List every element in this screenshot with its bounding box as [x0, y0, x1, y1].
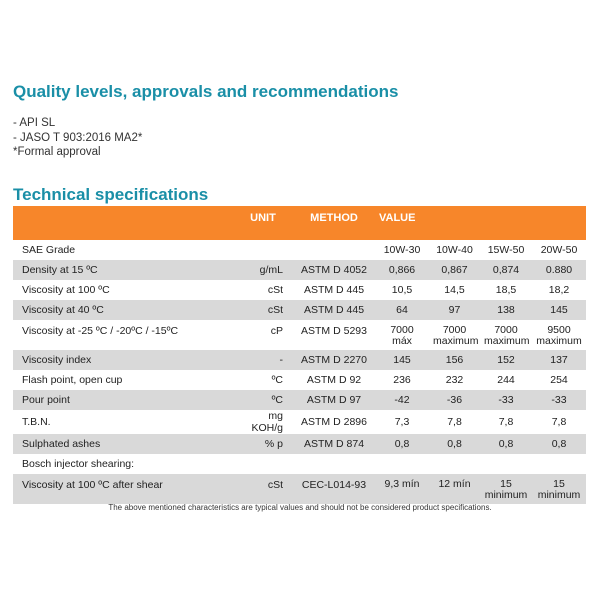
method-cell: ASTM D 92 [293, 370, 375, 390]
value-cell: 0,8 [532, 434, 586, 454]
header-param [13, 206, 233, 240]
param-cell: Pour point [13, 390, 233, 410]
spec-row [13, 474, 586, 504]
unit-cell: % p [233, 434, 293, 454]
param-cell: SAE Grade [13, 240, 233, 260]
value-cell: 145 [375, 350, 429, 370]
unit-cell: cSt [233, 280, 293, 300]
value-cell: 137 [532, 350, 586, 370]
unit-cell: g/mL [233, 260, 293, 280]
method-cell: ASTM D 2896 [293, 410, 375, 434]
value-cell: 15 minimum [480, 474, 532, 504]
value-cell [429, 454, 480, 474]
header-empty [480, 206, 532, 240]
unit-cell [233, 240, 293, 260]
value-cell: 156 [429, 350, 480, 370]
param-cell: T.B.N. [13, 410, 233, 434]
method-cell: ASTM D 874 [293, 434, 375, 454]
param-cell: Viscosity at -25 ºC / -20ºC / -15ºC [13, 320, 233, 350]
param-cell: Flash point, open cup [13, 370, 233, 390]
unit-cell [233, 454, 293, 474]
unit-cell: - [233, 350, 293, 370]
value-cell: 145 [532, 300, 586, 320]
spec-row [13, 260, 586, 280]
value-cell: -42 [375, 390, 429, 410]
value-cell: 10,5 [375, 280, 429, 300]
param-cell: Density at 15 ºC [13, 260, 233, 280]
param-cell: Viscosity at 100 ºC [13, 280, 233, 300]
method-cell: ASTM D 2270 [293, 350, 375, 370]
spec-row [13, 390, 586, 410]
value-cell: 7,8 [429, 410, 480, 434]
unit-cell: cSt [233, 300, 293, 320]
method-cell [293, 240, 375, 260]
method-cell: ASTM D 445 [293, 280, 375, 300]
value-cell: 7000 maximum [429, 320, 480, 350]
param-cell: Viscosity index [13, 350, 233, 370]
header-method: METHOD [293, 206, 375, 240]
quality-list [13, 116, 142, 160]
method-cell [293, 454, 375, 474]
value-cell: 232 [429, 370, 480, 390]
param-cell: Viscosity at 100 ºC after shear [13, 474, 233, 504]
quality-item: - API SL [13, 117, 56, 129]
value-cell [480, 454, 532, 474]
spec-row [13, 300, 586, 320]
value-cell: 0,874 [480, 260, 532, 280]
value-cell: 0.880 [532, 260, 586, 280]
unit-cell: ºC [233, 390, 293, 410]
method-cell: ASTM D 445 [293, 300, 375, 320]
header-empty [532, 206, 586, 240]
tech-heading: Technical specifications [13, 185, 209, 204]
spec-row [13, 370, 586, 390]
spec-row [13, 454, 586, 474]
spec-row [13, 410, 586, 434]
spec-row [13, 320, 586, 350]
spec-body [13, 240, 586, 504]
value-cell: 152 [480, 350, 532, 370]
value-cell [532, 454, 586, 474]
quality-note: *Formal approval [13, 146, 101, 158]
value-cell: 9500 maximum [532, 320, 586, 350]
value-cell: 244 [480, 370, 532, 390]
header-unit: UNIT [233, 206, 293, 240]
footnote: The above mentioned characteristics are typical values and should not be considered product specifications. [108, 503, 492, 512]
method-cell: ASTM D 97 [293, 390, 375, 410]
value-cell: 15W-50 [480, 240, 532, 260]
value-cell: 18,2 [532, 280, 586, 300]
header-value: VALUE [375, 206, 429, 240]
value-cell: 236 [375, 370, 429, 390]
value-cell: -33 [480, 390, 532, 410]
unit-cell: mg KOH/g [233, 410, 293, 434]
value-cell: 7000 maximum [480, 320, 532, 350]
method-cell: CEC-L014-93 [293, 474, 375, 504]
spec-row [13, 350, 586, 370]
value-cell: 0,867 [429, 260, 480, 280]
header-empty [429, 206, 480, 240]
value-cell: -33 [532, 390, 586, 410]
value-cell: 254 [532, 370, 586, 390]
unit-cell: ºC [233, 370, 293, 390]
value-cell: 10W-30 [375, 240, 429, 260]
spec-table [13, 206, 586, 504]
value-cell: 0,866 [375, 260, 429, 280]
quality-heading: Quality levels, approvals and recommendations [13, 82, 399, 101]
value-cell: 0,8 [429, 434, 480, 454]
spec-row [13, 280, 586, 300]
value-cell: 64 [375, 300, 429, 320]
method-cell: ASTM D 5293 [293, 320, 375, 350]
spec-header-row [13, 206, 586, 240]
value-cell: 9,3 mín [375, 474, 429, 504]
value-cell: 138 [480, 300, 532, 320]
param-cell: Sulphated ashes [13, 434, 233, 454]
value-cell: 7,8 [480, 410, 532, 434]
quality-item: - JASO T 903:2016 MA2* [13, 131, 143, 144]
method-cell: ASTM D 4052 [293, 260, 375, 280]
value-cell: 7,3 [375, 410, 429, 434]
value-cell: 15 minimum [532, 474, 586, 504]
param-cell: Bosch injector shearing: [13, 454, 233, 474]
value-cell: 97 [429, 300, 480, 320]
unit-cell: cP [233, 320, 293, 350]
value-cell: 7000 máx [375, 320, 429, 350]
value-cell: 0,8 [480, 434, 532, 454]
param-cell: Viscosity at 40 ºC [13, 300, 233, 320]
value-cell: 20W-50 [532, 240, 586, 260]
value-cell: 10W-40 [429, 240, 480, 260]
unit-cell: cSt [233, 474, 293, 504]
value-cell: 12 mín [429, 474, 480, 504]
value-cell: -36 [429, 390, 480, 410]
spec-row [13, 434, 586, 454]
value-cell: 7,8 [532, 410, 586, 434]
value-cell: 14,5 [429, 280, 480, 300]
value-cell: 0,8 [375, 434, 429, 454]
value-cell: 18,5 [480, 280, 532, 300]
spec-row [13, 240, 586, 260]
value-cell [375, 454, 429, 474]
